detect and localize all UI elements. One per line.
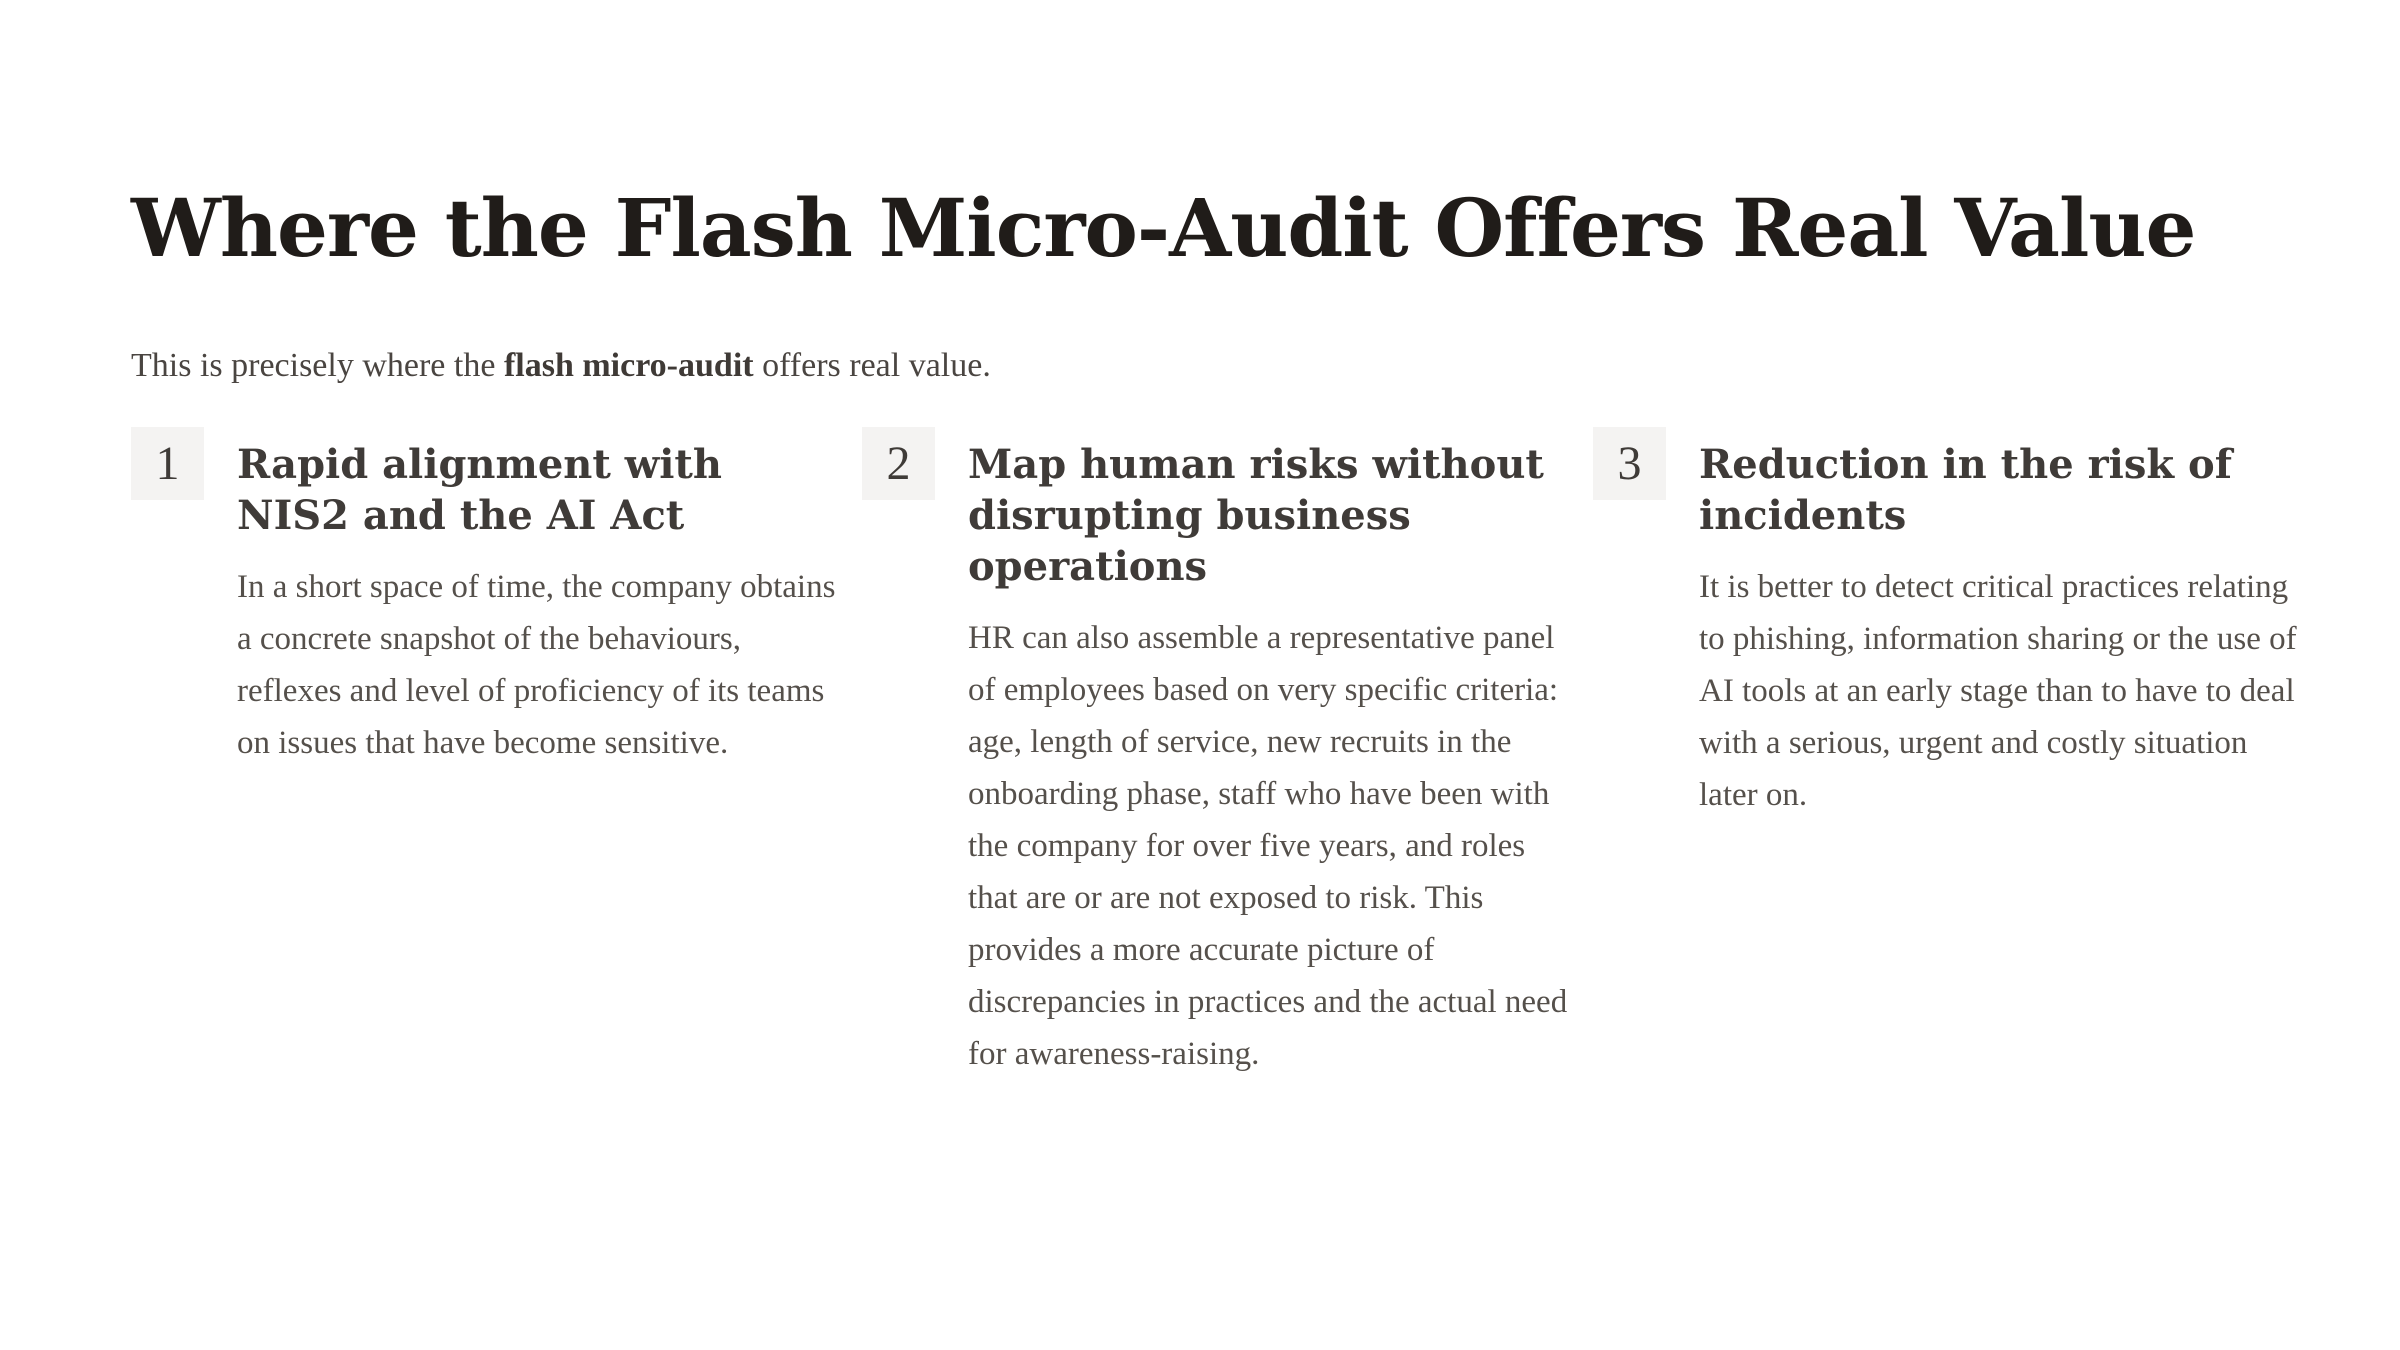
intro-text xyxy=(131,342,991,390)
column-heading: Reduction in the risk of incidents xyxy=(1699,441,2232,539)
column-number-badge: 2 xyxy=(862,427,935,500)
column-body xyxy=(1699,427,2299,821)
column-body xyxy=(237,427,837,769)
column-heading: Rapid alignment with NIS2 and the AI Act xyxy=(237,441,722,539)
page-title: Where the Flash Micro-Audit Offers Real Value xyxy=(131,181,2196,275)
column-number-badge: 1 xyxy=(131,427,204,500)
column-body xyxy=(968,427,1568,1080)
column-heading: Map human risks without disrupting business operations xyxy=(968,441,1544,590)
intro-text-bold: flash micro-audit xyxy=(503,347,754,384)
column-number-badge: 3 xyxy=(1593,427,1666,500)
column-text: HR can also assemble a representative panel of employees based on very specific criteria: age, length of service, new recruits in the onboarding phase, staff who have been with the company for over five years, and roles that are or are not exposed to risk. This provides a more accurate picture of discrepancies in practices and the actual need for awareness-raising. xyxy=(968,620,1568,1072)
column-text: In a short space of time, the company obtains a concrete snapshot of the behaviours, reflexes and level of proficiency of its teams on issues that have become sensitive. xyxy=(237,569,836,761)
intro-text-before: This is precisely where the xyxy=(131,347,504,384)
column-text: It is better to detect critical practices relating to phishing, information sharing or the use of AI tools at an early stage than to have to deal with a serious, urgent and costly situation later on. xyxy=(1699,569,2297,813)
slide xyxy=(131,0,2297,1350)
intro-text-after: offers real value. xyxy=(753,347,991,384)
